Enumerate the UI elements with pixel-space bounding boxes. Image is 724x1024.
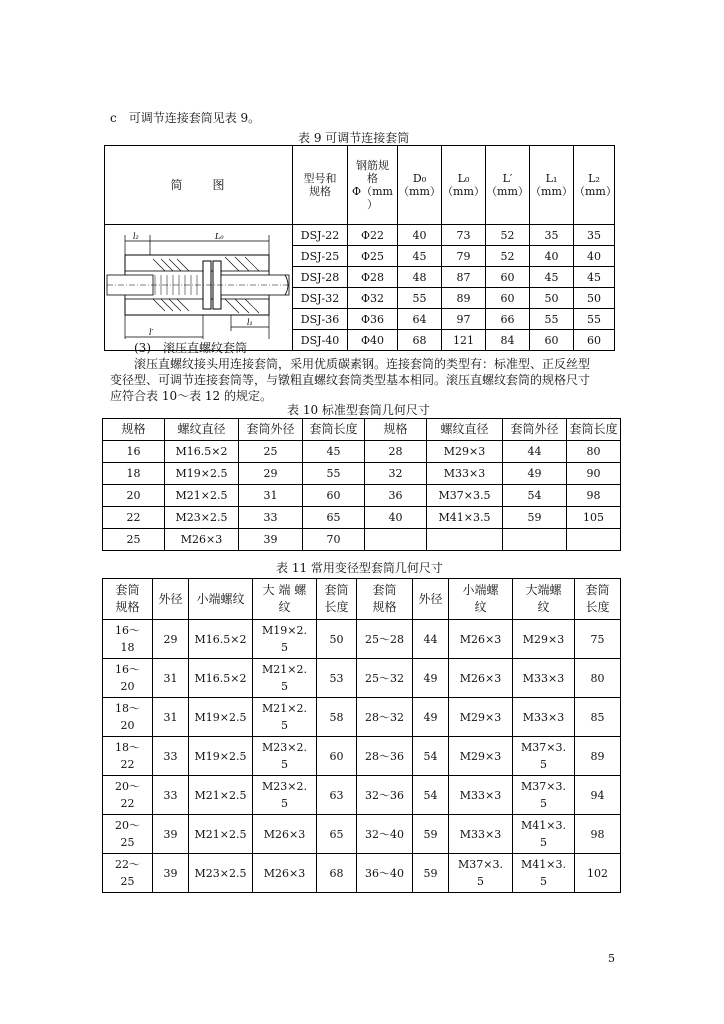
t9-cell: 89 bbox=[442, 288, 486, 309]
t9-cell: 55 bbox=[530, 309, 574, 330]
t11-cell: 20～ 22 bbox=[103, 776, 153, 815]
t9-cell: DSJ-25 bbox=[293, 246, 348, 267]
t9-cell: 45 bbox=[574, 267, 615, 288]
sleeve-diagram bbox=[105, 229, 291, 347]
t11-cell: M23×2. 5 bbox=[253, 776, 317, 815]
t9-cell: 48 bbox=[398, 267, 442, 288]
t10-cell: 25 bbox=[239, 441, 303, 463]
t11-cell: 33 bbox=[153, 776, 189, 815]
t10-header: 螺纹直径 bbox=[427, 419, 503, 441]
t11-cell: 32～36 bbox=[357, 776, 413, 815]
t9-cell: 50 bbox=[530, 288, 574, 309]
t9-cell: 40 bbox=[398, 225, 442, 246]
t10-cell: 70 bbox=[303, 529, 365, 551]
sleeve-diagram-cell bbox=[105, 225, 293, 351]
t11-cell: M29×3 bbox=[449, 737, 513, 776]
table11-caption: 表 11 常用变径型套筒几何尺寸 bbox=[276, 561, 443, 575]
t11-header: 小端螺纹 bbox=[189, 579, 253, 620]
t11-cell: 60 bbox=[317, 737, 357, 776]
t10-cell: M41×3.5 bbox=[427, 507, 503, 529]
t11-cell: 49 bbox=[413, 698, 449, 737]
t9-cell: 73 bbox=[442, 225, 486, 246]
t10-header: 螺纹直径 bbox=[165, 419, 239, 441]
dim-L0-label: L₀ bbox=[215, 231, 224, 241]
t10-cell: 29 bbox=[239, 463, 303, 485]
t11-cell: 50 bbox=[317, 620, 357, 659]
t9-cell: 55 bbox=[574, 309, 615, 330]
t10-cell: 18 bbox=[103, 463, 165, 485]
table9-caption: 表 9 可调节连接套筒 bbox=[298, 131, 410, 145]
t9-cell: 45 bbox=[530, 267, 574, 288]
paragraph-line: 滚压直螺纹接头用连接套筒，采用优质碳素钢。连接套筒的类型有：标准型、正反丝型 bbox=[134, 357, 591, 371]
t11-cell: 16～ 18 bbox=[103, 620, 153, 659]
t10-cell: 32 bbox=[365, 463, 427, 485]
t11-header: 套筒 规格 bbox=[103, 579, 153, 620]
t11-cell: M26×3 bbox=[449, 620, 513, 659]
t9-cell: 87 bbox=[442, 267, 486, 288]
t11-cell: 32～40 bbox=[357, 815, 413, 854]
t10-cell: M16.5×2 bbox=[165, 441, 239, 463]
t11-cell: M21×2.5 bbox=[189, 815, 253, 854]
t10-cell: M33×3 bbox=[427, 463, 503, 485]
paragraph-line: 变径型、可调节连接套筒等，与镦粗直螺纹套筒类型基本相同。滚压直螺纹套筒的规格尺寸 bbox=[110, 373, 591, 387]
dim-l2-label: l₂ bbox=[133, 231, 139, 241]
t10-cell: M26×3 bbox=[165, 529, 239, 551]
t11-cell: M29×3 bbox=[449, 698, 513, 737]
t11-cell: 33 bbox=[153, 737, 189, 776]
intro-line: c 可调节连接套筒见表 9。 bbox=[110, 111, 261, 125]
dim-l1-label: l₁ bbox=[247, 317, 253, 327]
t11-cell: 18～ 22 bbox=[103, 737, 153, 776]
t9-cell: DSJ-28 bbox=[293, 267, 348, 288]
t11-cell: 18～ 20 bbox=[103, 698, 153, 737]
t11-cell: M41×3. 5 bbox=[513, 854, 575, 893]
t10-cell: 20 bbox=[103, 485, 165, 507]
t11-cell: M33×3 bbox=[449, 815, 513, 854]
t10-cell: 105 bbox=[567, 507, 621, 529]
t10-cell: 45 bbox=[303, 441, 365, 463]
t11-cell: 22～ 25 bbox=[103, 854, 153, 893]
t10-cell: 31 bbox=[239, 485, 303, 507]
t11-cell: M33×3 bbox=[449, 776, 513, 815]
t9-header-l2: L₂ （mm） bbox=[574, 146, 615, 225]
t9-cell: 60 bbox=[486, 288, 530, 309]
t9-cell: Φ32 bbox=[348, 288, 398, 309]
t10-cell: 65 bbox=[303, 507, 365, 529]
t11-cell: 16～ 20 bbox=[103, 659, 153, 698]
table10 bbox=[102, 418, 621, 551]
t9-cell: 64 bbox=[398, 309, 442, 330]
t10-cell: 59 bbox=[503, 507, 567, 529]
t10-cell bbox=[365, 529, 427, 551]
t9-cell: Φ36 bbox=[348, 309, 398, 330]
t10-cell: 55 bbox=[303, 463, 365, 485]
t10-header: 规格 bbox=[365, 419, 427, 441]
t10-cell bbox=[567, 529, 621, 551]
t11-cell: 25～32 bbox=[357, 659, 413, 698]
t11-cell: 89 bbox=[575, 737, 621, 776]
t11-cell: 39 bbox=[153, 854, 189, 893]
t9-cell: DSJ-22 bbox=[293, 225, 348, 246]
t11-cell: M19×2. 5 bbox=[253, 620, 317, 659]
t11-cell: 29 bbox=[153, 620, 189, 659]
t9-header-l1: L₁ （mm） bbox=[530, 146, 574, 225]
t9-cell: 60 bbox=[530, 330, 574, 351]
t9-cell: 79 bbox=[442, 246, 486, 267]
t11-cell: M16.5×2 bbox=[189, 659, 253, 698]
t11-header: 外径 bbox=[153, 579, 189, 620]
table9 bbox=[104, 145, 615, 351]
t10-cell: 40 bbox=[365, 507, 427, 529]
t11-cell: M16.5×2 bbox=[189, 620, 253, 659]
t11-cell: 39 bbox=[153, 815, 189, 854]
t9-cell: 55 bbox=[398, 288, 442, 309]
t9-cell: DSJ-40 bbox=[293, 330, 348, 351]
t10-cell: 16 bbox=[103, 441, 165, 463]
t10-header: 套筒长度 bbox=[303, 419, 365, 441]
t9-cell: 60 bbox=[486, 267, 530, 288]
t11-header: 套筒 长度 bbox=[575, 579, 621, 620]
t11-cell: 53 bbox=[317, 659, 357, 698]
t9-header-model: 型号和 规格 bbox=[293, 146, 348, 225]
t9-header-figure: 简 图 bbox=[105, 146, 293, 225]
t10-cell: 22 bbox=[103, 507, 165, 529]
t11-cell: M33×3 bbox=[513, 659, 575, 698]
t9-header-d0: D₀ （mm） bbox=[398, 146, 442, 225]
t9-cell: DSJ-32 bbox=[293, 288, 348, 309]
t10-header: 套筒外径 bbox=[503, 419, 567, 441]
t9-cell: 40 bbox=[574, 246, 615, 267]
t11-cell: 20～ 25 bbox=[103, 815, 153, 854]
t11-cell: 59 bbox=[413, 854, 449, 893]
t10-header: 规格 bbox=[103, 419, 165, 441]
t11-cell: M33×3 bbox=[513, 698, 575, 737]
t11-header: 小端螺 纹 bbox=[449, 579, 513, 620]
t10-cell bbox=[427, 529, 503, 551]
t11-header: 套筒 长度 bbox=[317, 579, 357, 620]
t11-cell: M29×3 bbox=[513, 620, 575, 659]
t11-cell: 98 bbox=[575, 815, 621, 854]
t11-cell: 31 bbox=[153, 698, 189, 737]
t10-cell: 39 bbox=[239, 529, 303, 551]
t10-cell: 33 bbox=[239, 507, 303, 529]
t11-cell: 80 bbox=[575, 659, 621, 698]
t10-cell: 28 bbox=[365, 441, 427, 463]
t11-cell: M37×3. 5 bbox=[513, 737, 575, 776]
section-paragraph bbox=[110, 356, 620, 404]
dim-lp-label: l′ bbox=[149, 327, 154, 337]
table10-caption: 表 10 标准型套筒几何尺寸 bbox=[287, 403, 430, 417]
t11-cell: 28～36 bbox=[357, 737, 413, 776]
t9-cell: 52 bbox=[486, 225, 530, 246]
t9-cell: Φ22 bbox=[348, 225, 398, 246]
t11-cell: 36～40 bbox=[357, 854, 413, 893]
t10-cell: 25 bbox=[103, 529, 165, 551]
t9-cell: 121 bbox=[442, 330, 486, 351]
section-heading: (3) 滚压直螺纹套筒 bbox=[134, 341, 247, 355]
t11-cell: M37×3. 5 bbox=[449, 854, 513, 893]
t10-cell: 36 bbox=[365, 485, 427, 507]
t11-cell: 54 bbox=[413, 737, 449, 776]
t9-cell: 60 bbox=[574, 330, 615, 351]
t10-cell: 44 bbox=[503, 441, 567, 463]
t10-cell: M37×3.5 bbox=[427, 485, 503, 507]
t11-cell: M21×2. 5 bbox=[253, 698, 317, 737]
t10-cell: M23×2.5 bbox=[165, 507, 239, 529]
t9-cell: 52 bbox=[486, 246, 530, 267]
t11-cell: M23×2. 5 bbox=[253, 737, 317, 776]
t11-cell: M26×3 bbox=[449, 659, 513, 698]
t11-cell: 65 bbox=[317, 815, 357, 854]
t11-header: 大 端 螺 纹 bbox=[253, 579, 317, 620]
t9-cell: DSJ-36 bbox=[293, 309, 348, 330]
table11 bbox=[102, 578, 621, 893]
t11-cell: 102 bbox=[575, 854, 621, 893]
t11-cell: 75 bbox=[575, 620, 621, 659]
t9-cell: 84 bbox=[486, 330, 530, 351]
t10-cell: 90 bbox=[567, 463, 621, 485]
t10-cell: M29×3 bbox=[427, 441, 503, 463]
paragraph-line: 应符合表 10～表 12 的规定。 bbox=[110, 389, 272, 403]
t11-cell: 25～28 bbox=[357, 620, 413, 659]
t10-cell: 49 bbox=[503, 463, 567, 485]
t9-cell: 68 bbox=[398, 330, 442, 351]
t10-cell: 98 bbox=[567, 485, 621, 507]
t10-cell: 54 bbox=[503, 485, 567, 507]
t11-header: 外径 bbox=[413, 579, 449, 620]
t9-cell: Φ25 bbox=[348, 246, 398, 267]
t11-cell: M19×2.5 bbox=[189, 737, 253, 776]
t10-cell: M21×2.5 bbox=[165, 485, 239, 507]
t9-cell: Φ28 bbox=[348, 267, 398, 288]
t10-cell: 60 bbox=[303, 485, 365, 507]
t11-cell: 31 bbox=[153, 659, 189, 698]
t9-cell: 35 bbox=[574, 225, 615, 246]
t11-cell: 59 bbox=[413, 815, 449, 854]
t10-header: 套筒外径 bbox=[239, 419, 303, 441]
t9-cell: 35 bbox=[530, 225, 574, 246]
t11-cell: M21×2.5 bbox=[189, 776, 253, 815]
t9-cell: 40 bbox=[530, 246, 574, 267]
t11-cell: M37×3. 5 bbox=[513, 776, 575, 815]
t11-cell: 94 bbox=[575, 776, 621, 815]
t9-header-rebar: 钢筋规 格 Φ（mm ） bbox=[348, 146, 398, 225]
t11-cell: 54 bbox=[413, 776, 449, 815]
t11-cell: 85 bbox=[575, 698, 621, 737]
t11-cell: 28～32 bbox=[357, 698, 413, 737]
t10-cell bbox=[503, 529, 567, 551]
t11-cell: 68 bbox=[317, 854, 357, 893]
t11-cell: M23×2.5 bbox=[189, 854, 253, 893]
t11-cell: 44 bbox=[413, 620, 449, 659]
t11-cell: M19×2.5 bbox=[189, 698, 253, 737]
t11-cell: 58 bbox=[317, 698, 357, 737]
t9-cell: 50 bbox=[574, 288, 615, 309]
t10-header: 套筒长度 bbox=[567, 419, 621, 441]
t10-cell: 80 bbox=[567, 441, 621, 463]
t9-cell: Φ40 bbox=[348, 330, 398, 351]
t11-cell: M41×3. 5 bbox=[513, 815, 575, 854]
t9-cell: 97 bbox=[442, 309, 486, 330]
page-number: 5 bbox=[608, 952, 615, 965]
t9-header-l0: L₀ （mm） bbox=[442, 146, 486, 225]
t11-cell: M26×3 bbox=[253, 815, 317, 854]
t11-header: 套筒 规格 bbox=[357, 579, 413, 620]
t11-cell: 63 bbox=[317, 776, 357, 815]
t11-cell: M21×2. 5 bbox=[253, 659, 317, 698]
t11-header: 大端螺 纹 bbox=[513, 579, 575, 620]
t11-cell: 49 bbox=[413, 659, 449, 698]
t9-cell: 66 bbox=[486, 309, 530, 330]
t9-header-lp: L′ （mm） bbox=[486, 146, 530, 225]
t11-cell: M26×3 bbox=[253, 854, 317, 893]
t10-cell: M19×2.5 bbox=[165, 463, 239, 485]
t9-cell: 45 bbox=[398, 246, 442, 267]
